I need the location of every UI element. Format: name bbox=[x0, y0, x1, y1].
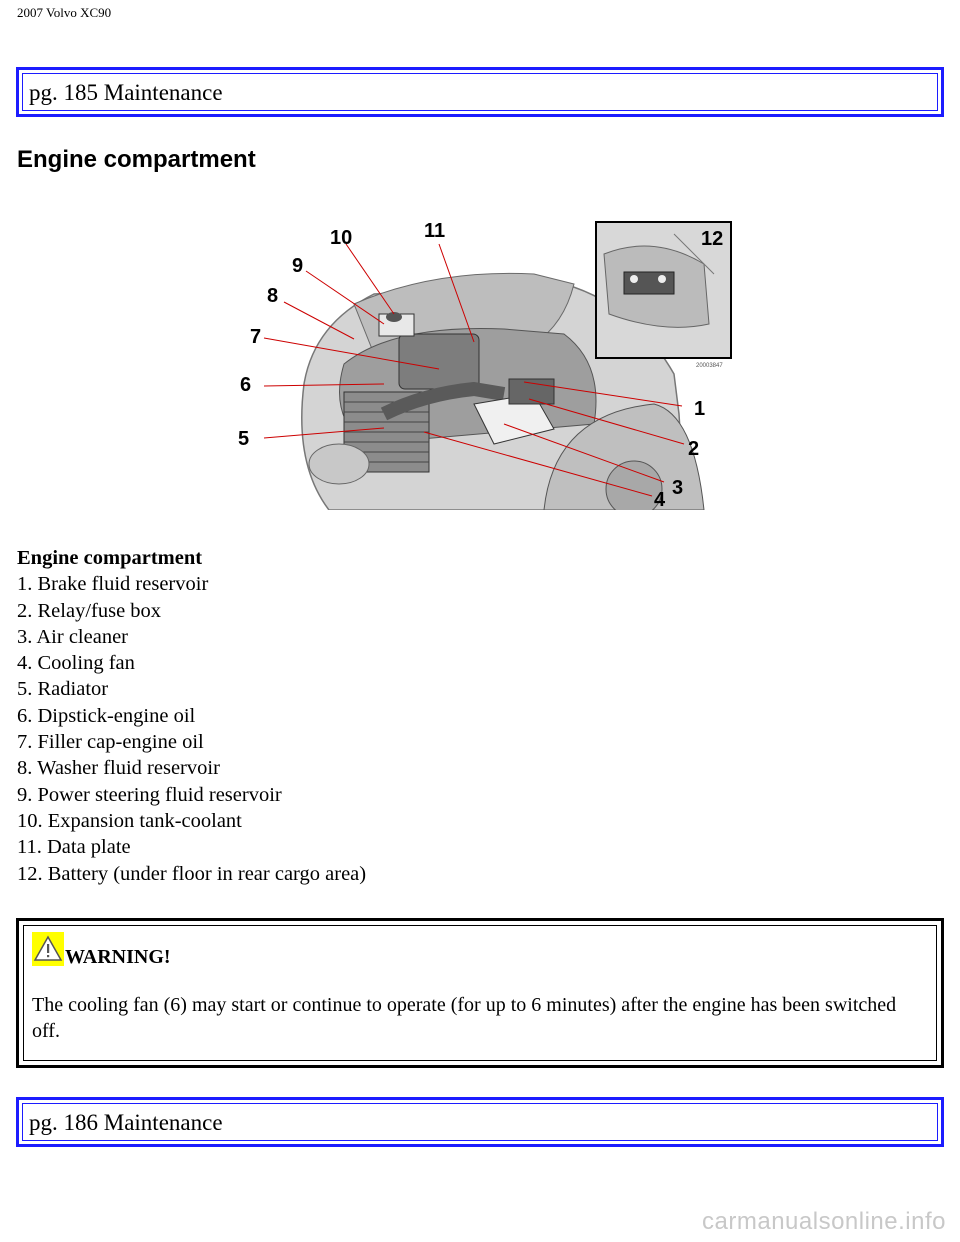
legend-item: 4. Cooling fan bbox=[17, 652, 135, 675]
callout-12: 12 bbox=[701, 228, 724, 250]
watermark: carmanualsonline.info bbox=[702, 1208, 946, 1235]
callout-6: 6 bbox=[240, 374, 252, 396]
callout-4: 4 bbox=[654, 489, 666, 510]
legend-item: 5. Radiator bbox=[17, 678, 109, 701]
page-bar-top-label: pg. 185 Maintenance bbox=[22, 73, 938, 111]
warning-box bbox=[16, 918, 944, 1068]
figure-code: 20003847 bbox=[696, 363, 723, 369]
page-bar-top bbox=[16, 67, 944, 117]
legend-item: 1. Brake fluid reservoir bbox=[17, 573, 209, 596]
callout-7: 7 bbox=[250, 326, 262, 348]
callout-11: 11 bbox=[424, 220, 446, 242]
page-bar-bottom-label: pg. 186 Maintenance bbox=[22, 1103, 938, 1141]
warning-text: The cooling fan (6) may start or continue to operate (for up to 6 minutes) after the engine has been switched off. bbox=[32, 994, 897, 1042]
legend-item: 10. Expansion tank-coolant bbox=[17, 809, 242, 832]
warning-title: WARNING! bbox=[65, 946, 171, 968]
legend-heading: Engine compartment bbox=[17, 547, 203, 569]
section-title: Engine compartment bbox=[17, 146, 256, 173]
legend-item: 3. Air cleaner bbox=[17, 625, 128, 648]
legend-item: 11. Data plate bbox=[17, 836, 131, 859]
warning-inner bbox=[23, 925, 937, 1061]
legend-item: 8. Washer fluid reservoir bbox=[17, 757, 220, 780]
callout-5: 5 bbox=[238, 428, 250, 450]
page-bar-bottom bbox=[16, 1097, 944, 1147]
legend-item: 9. Power steering fluid reservoir bbox=[17, 783, 282, 806]
legend-item: 6. Dipstick-engine oil bbox=[17, 704, 196, 727]
warning-header bbox=[32, 932, 928, 966]
callout-10: 10 bbox=[330, 227, 353, 249]
legend-item: 2. Relay/fuse box bbox=[17, 599, 162, 622]
engine-compartment-figure bbox=[234, 214, 734, 510]
callout-1: 1 bbox=[694, 398, 706, 420]
engine-diagram bbox=[234, 214, 734, 510]
document-header: 2007 Volvo XC90 bbox=[17, 5, 112, 20]
legend-list bbox=[17, 545, 366, 887]
callout-9: 9 bbox=[292, 255, 304, 277]
warning-triangle-icon bbox=[32, 932, 64, 966]
callout-2: 2 bbox=[688, 438, 700, 460]
headlight bbox=[309, 444, 369, 484]
callout-8: 8 bbox=[267, 285, 279, 307]
legend-item: 12. Battery (under floor in rear cargo area) bbox=[17, 862, 367, 885]
legend-item: 7. Filler cap-engine oil bbox=[17, 731, 204, 754]
callout-3: 3 bbox=[672, 477, 684, 499]
engine-block bbox=[399, 334, 479, 389]
